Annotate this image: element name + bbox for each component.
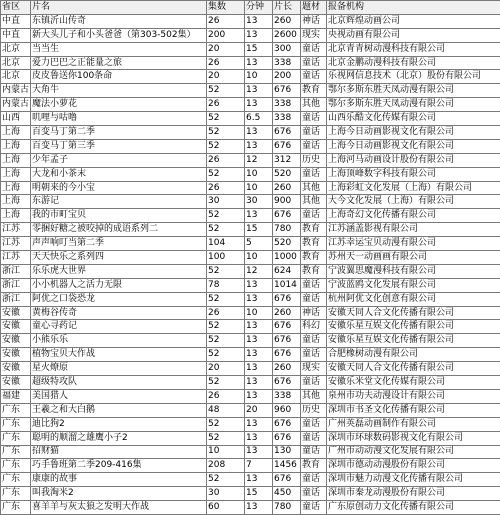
cell-length: 780 — [273, 501, 301, 515]
cell-title: 阿优之口袋恐龙 — [31, 292, 207, 306]
table-row — [1, 278, 500, 292]
cell-episodes: 26 — [207, 389, 245, 403]
table-row — [1, 334, 500, 348]
cell-title: 爱力巴巴之正能量之旅 — [31, 56, 207, 70]
table-row — [1, 445, 500, 459]
cell-minutes: 13 — [245, 292, 273, 306]
cell-genre: 其他 — [301, 195, 327, 209]
cell-episodes: 26 — [207, 306, 245, 320]
cell-episodes: 52 — [207, 334, 245, 348]
cell-minutes: 10 — [245, 251, 273, 265]
table-row — [1, 181, 500, 195]
cell-episodes: 52 — [207, 292, 245, 306]
table-row — [1, 84, 500, 98]
cell-genre: 其他 — [301, 181, 327, 195]
cell-genre: 童话 — [301, 126, 327, 140]
cell-province: 安徽 — [1, 376, 31, 390]
cell-genre: 历史 — [301, 403, 327, 417]
cell-agency: 安徽天同人合文化传播有限公司 — [327, 306, 500, 320]
cell-province: 安徽 — [1, 306, 31, 320]
cell-minutes: 30 — [245, 195, 273, 209]
cell-agency: 央视动画有限公司 — [327, 28, 500, 42]
cell-genre: 历史 — [301, 153, 327, 167]
cell-title: 大角牛 — [31, 84, 207, 98]
cell-agency: 安徽乐星互娱文化传播有限公司 — [327, 320, 500, 334]
cell-genre: 童话 — [301, 112, 327, 126]
table-row — [1, 403, 500, 417]
table-row — [1, 376, 500, 390]
cell-province: 中直 — [1, 14, 31, 28]
cell-genre: 童话 — [301, 209, 327, 223]
cell-minutes: 13 — [245, 473, 273, 487]
header-episodes: 集数 — [207, 1, 245, 15]
cell-title: 我的市町宝贝 — [31, 209, 207, 223]
cell-minutes: 13 — [245, 501, 273, 515]
cell-agency: 深圳市魅力动漫文化传播有限公司 — [327, 473, 500, 487]
cell-length: 780 — [273, 223, 301, 237]
cell-minutes: 7 — [245, 459, 273, 473]
cell-minutes: 13 — [245, 334, 273, 348]
cell-length: 338 — [273, 112, 301, 126]
table-row — [1, 501, 500, 515]
cell-agency: 山西乐酷文化传媒有限公司 — [327, 112, 500, 126]
cell-length: 312 — [273, 153, 301, 167]
cell-genre: 童话 — [301, 445, 327, 459]
cell-genre: 童话 — [301, 42, 327, 56]
cell-episodes: 26 — [207, 56, 245, 70]
cell-title: 小熊乐乐 — [31, 334, 207, 348]
cell-genre: 童话 — [301, 417, 327, 431]
cell-province: 广东 — [1, 417, 31, 431]
cell-title: 东镇沂山传奇 — [31, 14, 207, 28]
header-minutes: 分钟 — [245, 1, 273, 15]
cell-episodes: 52 — [207, 139, 245, 153]
cell-genre: 童话 — [301, 278, 327, 292]
cell-episodes: 52 — [207, 264, 245, 278]
cell-minutes: 13 — [245, 445, 273, 459]
cell-genre: 童话 — [301, 56, 327, 70]
cell-length: 260 — [273, 306, 301, 320]
table-row — [1, 306, 500, 320]
cell-title: 康康的故事 — [31, 473, 207, 487]
cell-minutes: 10 — [245, 167, 273, 181]
cell-minutes: 15 — [245, 487, 273, 501]
cell-genre: 现实 — [301, 362, 327, 376]
cell-episodes: 78 — [207, 278, 245, 292]
cell-genre: 童话 — [301, 167, 327, 181]
cell-title: 当当生 — [31, 42, 207, 56]
cell-length: 260 — [273, 14, 301, 28]
cell-minutes: 10 — [245, 181, 273, 195]
cell-episodes: 52 — [207, 473, 245, 487]
cell-episodes: 104 — [207, 237, 245, 251]
cell-minutes: 13 — [245, 28, 273, 42]
header-province: 省区 — [1, 1, 31, 15]
cell-province: 安徽 — [1, 334, 31, 348]
table-row — [1, 264, 500, 278]
cell-agency: 安徽乐星互娱文化传播有限公司 — [327, 334, 500, 348]
cell-genre: 童话 — [301, 431, 327, 445]
cell-minutes: 13 — [245, 362, 273, 376]
table-row — [1, 348, 500, 362]
cell-province: 内蒙古 — [1, 98, 31, 112]
cell-title: 皮皮鲁送你100条命 — [31, 70, 207, 84]
cell-province: 安徽 — [1, 362, 31, 376]
cell-province: 广东 — [1, 403, 31, 417]
cell-province: 浙江 — [1, 278, 31, 292]
cell-title: 黄梅谷传奇 — [31, 306, 207, 320]
cell-length: 338 — [273, 98, 301, 112]
cell-length: 338 — [273, 56, 301, 70]
cell-minutes: 13 — [245, 417, 273, 431]
cell-agency: 鄂尔多斯东胜天凤动漫有限公司 — [327, 84, 500, 98]
cell-length: 676 — [273, 320, 301, 334]
cell-minutes: 6.5 — [245, 112, 273, 126]
cell-episodes: 26 — [207, 98, 245, 112]
cell-agency: 安徽乐米堂文化传媒有限公司 — [327, 376, 500, 390]
cell-minutes: 15 — [245, 223, 273, 237]
cell-province: 安徽 — [1, 348, 31, 362]
cell-length: 260 — [273, 181, 301, 195]
cell-agency: 深圳市环球数码影视文化有限公司 — [327, 431, 500, 445]
cell-length: 676 — [273, 334, 301, 348]
table-row — [1, 56, 500, 70]
header-length: 片长 — [273, 1, 301, 15]
cell-episodes: 52 — [207, 84, 245, 98]
cell-title: 植物宝贝大作战 — [31, 348, 207, 362]
cell-episodes: 26 — [207, 181, 245, 195]
cell-genre: 神话 — [301, 306, 327, 320]
cell-minutes: 13 — [245, 84, 273, 98]
cell-agency: 江苏幸运宝贝动漫有限公司 — [327, 237, 500, 251]
cell-agency: 鄂尔多斯东胜天凤动漫有限公司 — [327, 98, 500, 112]
cell-length: 1456 — [273, 459, 301, 473]
cell-agency: 上海今日动画影视文化有限公司 — [327, 126, 500, 140]
table-row — [1, 362, 500, 376]
table-row — [1, 431, 500, 445]
cell-title: 少年孟子 — [31, 153, 207, 167]
cell-length: 300 — [273, 42, 301, 56]
cell-agency: 广州英磊动画制作有限公司 — [327, 417, 500, 431]
cell-genre: 童话 — [301, 292, 327, 306]
cell-length: 520 — [273, 237, 301, 251]
cell-title: 新大头儿子和小头爸爸（第303-502集） — [31, 28, 207, 42]
cell-province: 浙江 — [1, 292, 31, 306]
cell-episodes: 20 — [207, 70, 245, 84]
table-row — [1, 459, 500, 473]
cell-episodes: 52 — [207, 348, 245, 362]
cell-episodes: 52 — [207, 112, 245, 126]
table-row — [1, 98, 500, 112]
cell-agency: 苏州天一动画画有限公司 — [327, 251, 500, 265]
cell-length: 676 — [273, 417, 301, 431]
cell-episodes: 52 — [207, 320, 245, 334]
table-row — [1, 112, 500, 126]
table-row — [1, 139, 500, 153]
cell-title: 聪明的顺溜之雄鹰小子2 — [31, 431, 207, 445]
cell-title: 小小机器人之活力无限 — [31, 278, 207, 292]
cell-agency: 乐视网信息技术（北京）股份有限公司 — [327, 70, 500, 84]
cell-minutes: 13 — [245, 431, 273, 445]
cell-province: 上海 — [1, 195, 31, 209]
cell-episodes: 60 — [207, 501, 245, 515]
cell-province: 广东 — [1, 473, 31, 487]
cell-episodes: 20 — [207, 42, 245, 56]
cell-agency: 北京辉煌动画公司 — [327, 14, 500, 28]
table-row — [1, 251, 500, 265]
cell-length: 676 — [273, 84, 301, 98]
cell-genre: 童话 — [301, 348, 327, 362]
cell-genre: 童话 — [301, 473, 327, 487]
cell-episodes: 10 — [207, 445, 245, 459]
cell-province: 上海 — [1, 139, 31, 153]
cell-genre: 其他 — [301, 389, 327, 403]
cell-province: 江苏 — [1, 223, 31, 237]
table-row — [1, 417, 500, 431]
cell-title: 星火燎原 — [31, 362, 207, 376]
cell-title: 招财猫 — [31, 445, 207, 459]
cell-province: 广东 — [1, 431, 31, 445]
cell-agency: 广州市动动漫文化发展有限公司 — [327, 445, 500, 459]
cell-province: 广东 — [1, 459, 31, 473]
cell-length: 676 — [273, 431, 301, 445]
cell-province: 江苏 — [1, 251, 31, 265]
cell-length: 676 — [273, 376, 301, 390]
cell-minutes: 13 — [245, 320, 273, 334]
cell-minutes: 13 — [245, 56, 273, 70]
cell-province: 北京 — [1, 56, 31, 70]
cell-title: 巧手鲁班第二季209-416集 — [31, 459, 207, 473]
cell-minutes: 10 — [245, 306, 273, 320]
cell-episodes: 100 — [207, 251, 245, 265]
cell-title: 魔法小萝花 — [31, 98, 207, 112]
cell-title: 美国猎人 — [31, 389, 207, 403]
cell-province: 山西 — [1, 112, 31, 126]
cell-agency: 安徽天同人合文化传播有限公司 — [327, 362, 500, 376]
cell-genre: 教育 — [301, 237, 327, 251]
cell-length: 338 — [273, 389, 301, 403]
cell-title: 百变马丁第二季 — [31, 126, 207, 140]
cell-length: 676 — [273, 292, 301, 306]
cell-title: 声声响叮当第二季 — [31, 237, 207, 251]
cell-length: 130 — [273, 445, 301, 459]
table-row — [1, 195, 500, 209]
table-row — [1, 237, 500, 251]
table-row — [1, 153, 500, 167]
cell-minutes: 20 — [245, 403, 273, 417]
table-row — [1, 473, 500, 487]
cell-title: 喜羊羊与灰太狼之发明大作战 — [31, 501, 207, 515]
cell-agency: 大今文化发展（上海）有限公司 — [327, 195, 500, 209]
cell-length: 260 — [273, 362, 301, 376]
cell-genre: 教育 — [301, 264, 327, 278]
cell-title: 天天快乐之系列四 — [31, 251, 207, 265]
cell-agency: 深圳市德动动漫股份有限公司 — [327, 459, 500, 473]
cell-agency: 北京金鹏动漫科技有限公司 — [327, 56, 500, 70]
cell-title: 王羲之和大白鹅 — [31, 403, 207, 417]
cell-length: 960 — [273, 403, 301, 417]
cell-episodes: 26 — [207, 153, 245, 167]
cell-length: 1000 — [273, 251, 301, 265]
cell-minutes: 13 — [245, 389, 273, 403]
cell-genre: 教育 — [301, 459, 327, 473]
cell-agency: 深圳市秦龙动漫股份有限公司 — [327, 487, 500, 501]
cell-province: 浙江 — [1, 264, 31, 278]
cell-agency: 杭州阿优文化创意有限公司 — [327, 292, 500, 306]
cell-province: 广东 — [1, 445, 31, 459]
cell-minutes: 13 — [245, 14, 273, 28]
cell-genre: 教育 — [301, 84, 327, 98]
cell-agency: 深圳市书圣文化传播有限公司 — [327, 403, 500, 417]
cell-episodes: 26 — [207, 14, 245, 28]
cell-length: 676 — [273, 209, 301, 223]
cell-genre: 现实 — [301, 28, 327, 42]
cell-minutes: 12 — [245, 264, 273, 278]
cell-title: 叽哩与咕噜 — [31, 112, 207, 126]
cell-province: 北京 — [1, 42, 31, 56]
cell-length: 676 — [273, 473, 301, 487]
cell-agency: 广东原创动力文化传播有限公司 — [327, 501, 500, 515]
cell-province: 上海 — [1, 167, 31, 181]
cell-title: 百变马丁第三季 — [31, 139, 207, 153]
cell-agency: 上海奇幻文化传播有限公司 — [327, 209, 500, 223]
cell-province: 中直 — [1, 28, 31, 42]
cell-minutes: 13 — [245, 376, 273, 390]
cell-province: 上海 — [1, 126, 31, 140]
cell-genre: 教育 — [301, 251, 327, 265]
cell-minutes: 12 — [245, 153, 273, 167]
cell-agency: 上海今日动画影视文化有限公司 — [327, 139, 500, 153]
cell-length: 676 — [273, 126, 301, 140]
table-row — [1, 487, 500, 501]
table-row — [1, 42, 500, 56]
cell-episodes: 52 — [207, 209, 245, 223]
cell-length: 200 — [273, 70, 301, 84]
cell-episodes: 52 — [207, 126, 245, 140]
cell-genre: 神话 — [301, 14, 327, 28]
cell-province: 上海 — [1, 153, 31, 167]
cell-agency: 宁波蓝鸥文化发展有限公司 — [327, 278, 500, 292]
cell-minutes: 5 — [245, 237, 273, 251]
header-title: 片名 — [31, 1, 207, 15]
cell-length: 450 — [273, 487, 301, 501]
cell-episodes: 48 — [207, 403, 245, 417]
cell-title: 叫我淘米2 — [31, 487, 207, 501]
table-row — [1, 209, 500, 223]
header-agency: 报备机构 — [327, 1, 500, 15]
cell-minutes: 13 — [245, 348, 273, 362]
cell-province: 上海 — [1, 181, 31, 195]
cell-episodes: 52 — [207, 167, 245, 181]
cell-minutes: 15 — [245, 42, 273, 56]
cell-agency: 宁波翼思魔漫科技有限公司 — [327, 264, 500, 278]
cell-title: 迪比狗2 — [31, 417, 207, 431]
header-row — [1, 1, 500, 15]
cell-genre: 童话 — [301, 501, 327, 515]
cell-title: 超级特攻队 — [31, 376, 207, 390]
table-body — [1, 14, 500, 514]
cell-title: 乐乐虎大世界 — [31, 264, 207, 278]
table-row — [1, 320, 500, 334]
cell-length: 2600 — [273, 28, 301, 42]
cell-agency: 合肥橡树动漫有限公司 — [327, 348, 500, 362]
cell-genre: 教育 — [301, 223, 327, 237]
cell-episodes: 200 — [207, 28, 245, 42]
cell-province: 上海 — [1, 209, 31, 223]
cell-agency: 泉州市功夫动漫设计有限公司 — [327, 389, 500, 403]
cell-length: 676 — [273, 139, 301, 153]
cell-agency: 江苏涵盖影视有限公司 — [327, 223, 500, 237]
table-row — [1, 126, 500, 140]
cell-province: 广东 — [1, 501, 31, 515]
cell-agency: 上海彩虹文化发展（上海）有限公司 — [327, 181, 500, 195]
cell-length: 1014 — [273, 278, 301, 292]
cell-title: 东游记 — [31, 195, 207, 209]
cell-province: 福建 — [1, 389, 31, 403]
cell-minutes: 10 — [245, 70, 273, 84]
cell-genre: 童话 — [301, 376, 327, 390]
cell-province: 安徽 — [1, 320, 31, 334]
cell-length: 676 — [273, 348, 301, 362]
cell-genre: 童话 — [301, 70, 327, 84]
table-row — [1, 28, 500, 42]
table-row — [1, 14, 500, 28]
cell-genre: 科幻 — [301, 320, 327, 334]
cell-title: 零捆好糖之被咬掉的成语系列二 — [31, 223, 207, 237]
cell-minutes: 13 — [245, 98, 273, 112]
cell-title: 大龙和小茶末 — [31, 167, 207, 181]
cell-province: 北京 — [1, 70, 31, 84]
header-genre: 题材 — [301, 1, 327, 15]
cell-minutes: 13 — [245, 139, 273, 153]
cell-episodes: 20 — [207, 362, 245, 376]
table-row — [1, 167, 500, 181]
cell-province: 内蒙古 — [1, 84, 31, 98]
cell-province: 广东 — [1, 487, 31, 501]
cell-agency: 上海顶峰数字科技有限公司 — [327, 167, 500, 181]
cell-agency: 上海河马动画设计股份有限公司 — [327, 153, 500, 167]
table-row — [1, 70, 500, 84]
cell-province: 江苏 — [1, 237, 31, 251]
cell-minutes: 13 — [245, 278, 273, 292]
cell-title: 明朝来的今小宝 — [31, 181, 207, 195]
cell-genre: 童话 — [301, 487, 327, 501]
cell-minutes: 13 — [245, 209, 273, 223]
cell-minutes: 13 — [245, 126, 273, 140]
cell-length: 900 — [273, 195, 301, 209]
cell-genre: 其他 — [301, 98, 327, 112]
cell-title: 童心寻药记 — [31, 320, 207, 334]
table-row — [1, 389, 500, 403]
cell-episodes: 52 — [207, 431, 245, 445]
cell-episodes: 52 — [207, 376, 245, 390]
cell-length: 520 — [273, 167, 301, 181]
cell-genre: 童话 — [301, 334, 327, 348]
table-row — [1, 292, 500, 306]
cell-length: 624 — [273, 264, 301, 278]
cell-episodes: 30 — [207, 487, 245, 501]
cell-genre: 童话 — [301, 139, 327, 153]
cell-agency: 北京青青树动漫科技有限公司 — [327, 42, 500, 56]
cell-episodes: 30 — [207, 195, 245, 209]
cell-episodes: 52 — [207, 223, 245, 237]
table-row — [1, 223, 500, 237]
cell-episodes: 208 — [207, 459, 245, 473]
cell-episodes: 52 — [207, 417, 245, 431]
